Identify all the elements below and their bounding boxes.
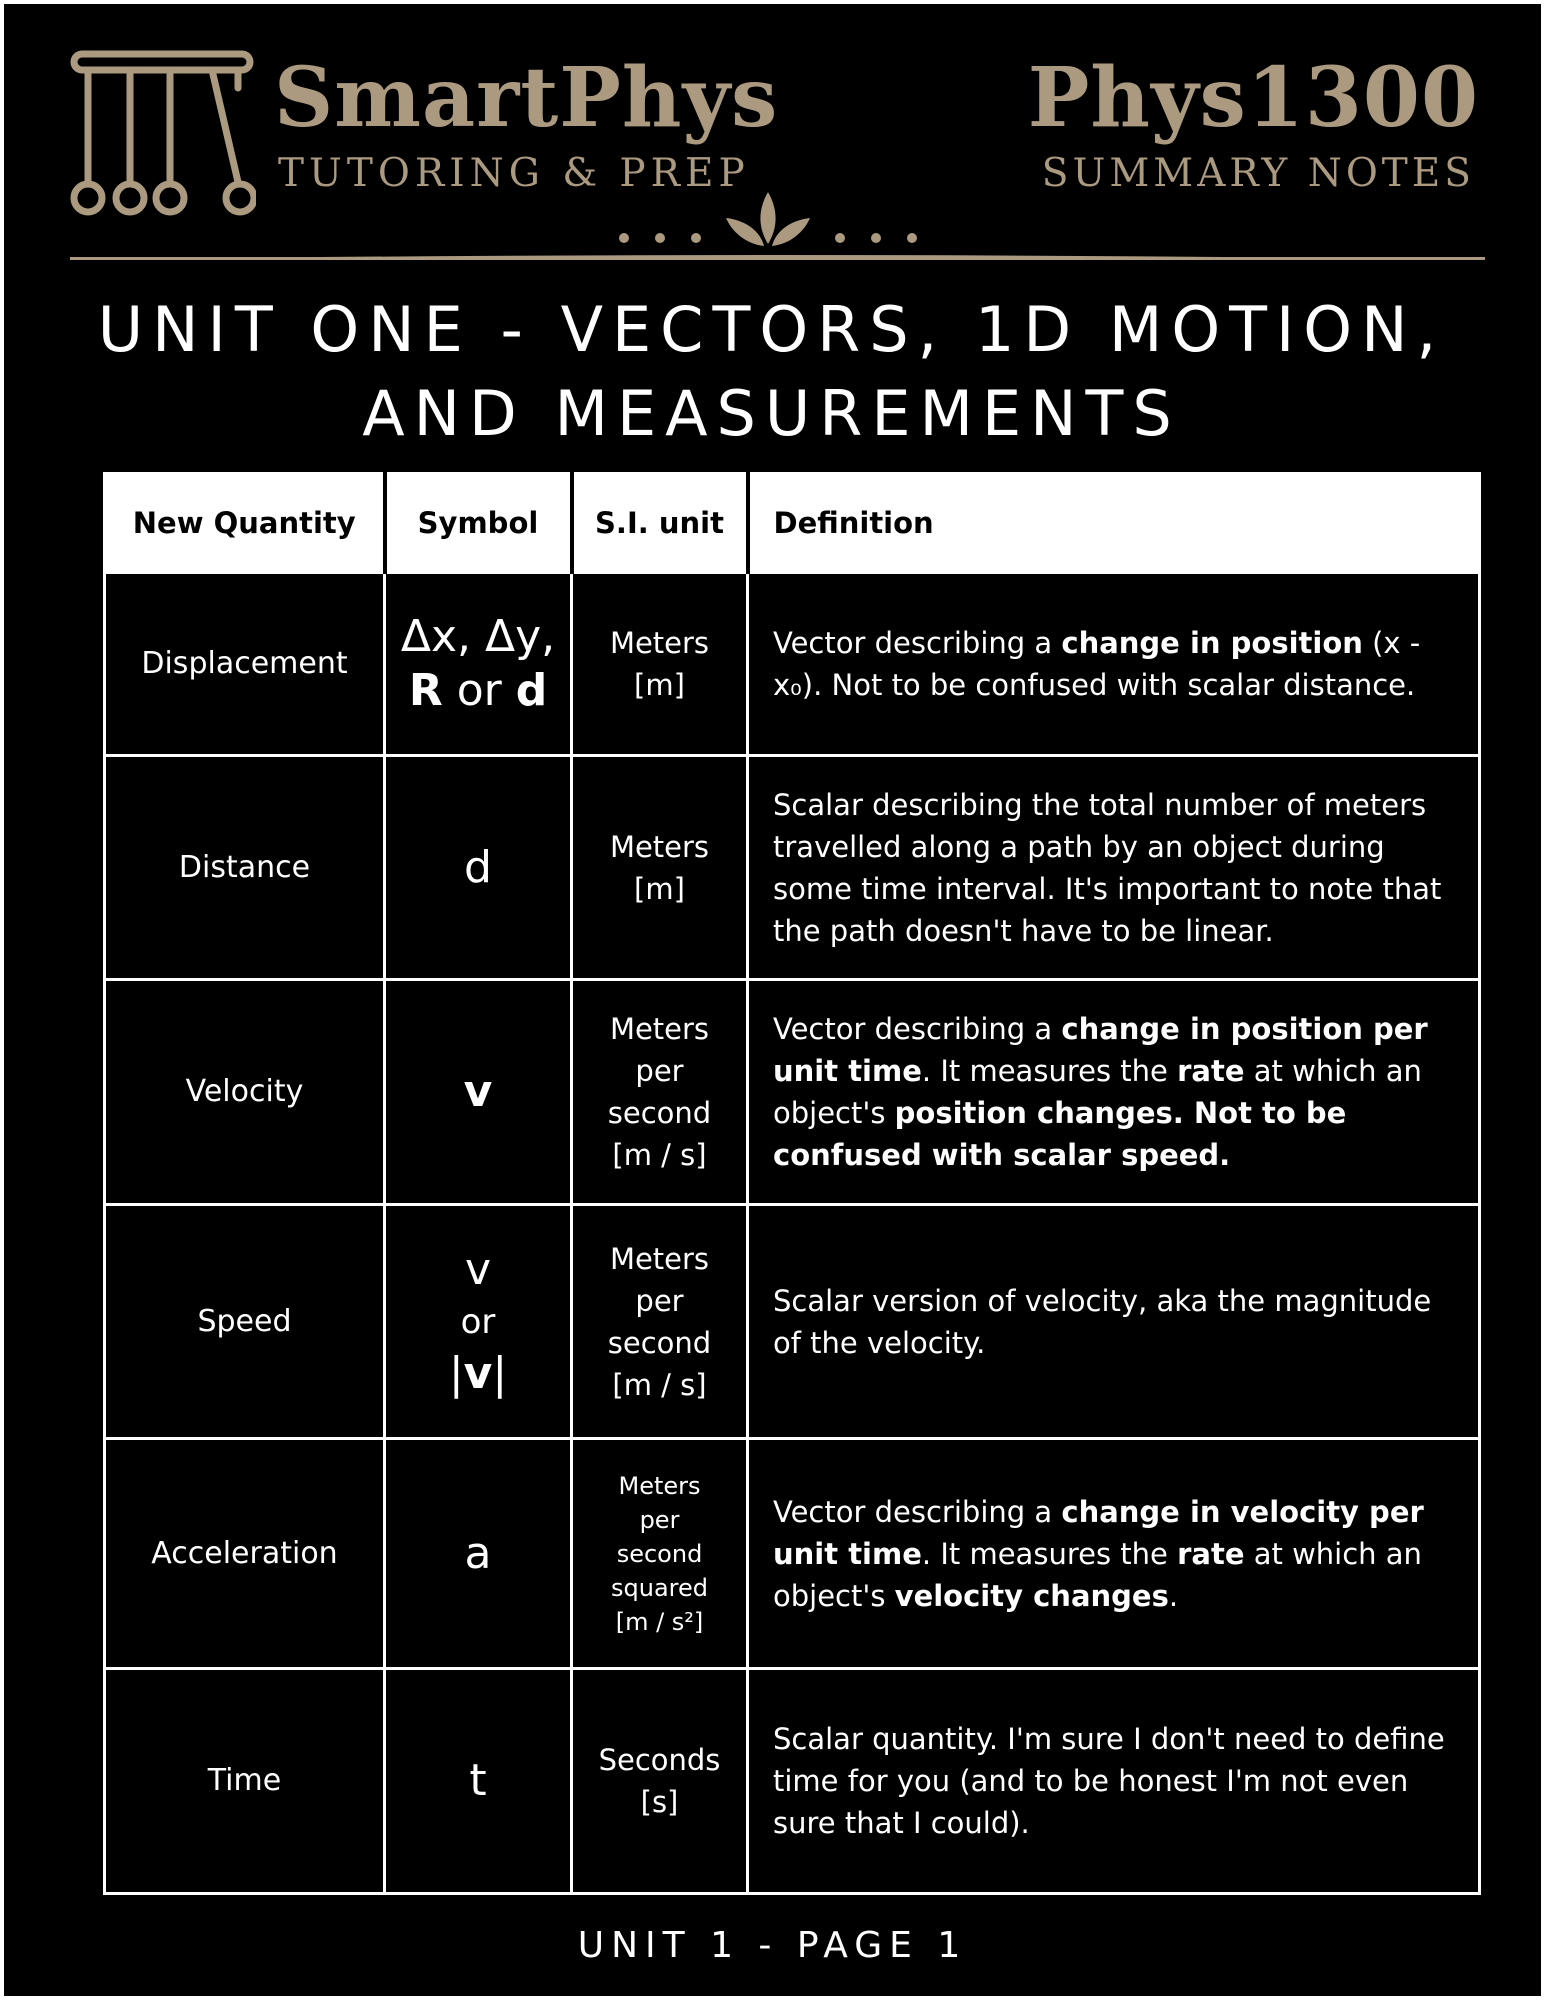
definition-text: at which an object's	[773, 1536, 1422, 1613]
definition-text: change in position per unit time	[773, 1012, 1428, 1088]
definition-text: velocity changes	[894, 1578, 1169, 1613]
definition-text: (x - x₀). Not to be confused with scalar distance.	[773, 626, 1421, 702]
unit-text: Meters	[609, 829, 710, 864]
unit-text: [m]	[634, 668, 685, 702]
unit-text: [s]	[640, 1785, 679, 1819]
definition-text: rate	[1177, 1054, 1245, 1088]
table-row	[105, 980, 1480, 1205]
unit-text: per	[635, 1283, 684, 1318]
unit-cell	[572, 1205, 748, 1439]
definition-text: at which an object's	[773, 1054, 1422, 1130]
definition-cell	[748, 1439, 1480, 1669]
unit-text: second	[607, 1096, 712, 1130]
table-header-row	[105, 474, 1480, 573]
symbol-cell: d	[385, 756, 572, 980]
unit-text: Seconds	[598, 1743, 721, 1777]
leaf-ornament-icon	[70, 188, 1485, 268]
quantity-cell: Acceleration	[105, 1439, 385, 1669]
summary-page	[4, 4, 1541, 1996]
symbol-cell	[385, 573, 572, 756]
symbol-text: Δx, Δy,	[400, 611, 556, 662]
header-new-quantity: New Quantity	[105, 474, 385, 573]
definition-text: Scalar describing the total number of meters travelled along a path by an object during some time interval. It's important to note that the path doesn't have to be linear.	[773, 787, 1442, 948]
unit-text: [m]	[634, 871, 685, 906]
header-symbol: Symbol	[385, 474, 572, 573]
quantity-cell: Velocity	[105, 980, 385, 1205]
definition-text: Vector describing a	[773, 1494, 1062, 1529]
definition-text: Scalar quantity. I'm sure I don't need to define time for you (and to be honest I'm not even sure that I could).	[773, 1722, 1445, 1840]
unit-text: Meters	[609, 1012, 710, 1046]
unit-cell	[572, 573, 748, 756]
unit-text: [m / s]	[612, 1138, 707, 1172]
quantity-cell: Speed	[105, 1205, 385, 1439]
symbol-text: or	[442, 665, 516, 716]
table-row	[105, 1439, 1480, 1669]
symbol-text: R	[408, 665, 443, 716]
quantity-cell: Displacement	[105, 573, 385, 756]
unit-text: per	[635, 1054, 684, 1088]
definition-text: Vector describing a	[773, 626, 1062, 660]
unit-cell	[572, 1669, 748, 1894]
page-footer: UNIT 1 - PAGE 1	[577, 1925, 968, 1966]
definition-text: Vector describing a	[773, 1012, 1062, 1046]
symbol-text: v	[463, 1347, 493, 1399]
unit-text: Meters	[609, 626, 710, 660]
unit-title: UNIT ONE - VECTORS, 1D MOTION, AND MEASUREMENTS	[97, 293, 1446, 450]
course-subtitle: SUMMARY NOTES	[1041, 151, 1475, 196]
unit-text: second	[607, 1325, 712, 1360]
quantities-table	[103, 472, 1478, 1895]
definition-text: change in velocity per unit time	[773, 1494, 1424, 1571]
header-definition: Definition	[748, 474, 1480, 573]
definition-cell	[748, 1669, 1480, 1894]
symbol-text: |	[492, 1347, 508, 1399]
unit-text: Meters	[618, 1471, 701, 1500]
table-row	[105, 756, 1480, 980]
definition-text: rate	[1177, 1536, 1245, 1571]
definition-text: .	[1168, 1578, 1179, 1613]
table-row	[105, 1669, 1480, 1894]
unit-cell	[572, 1439, 748, 1669]
definition-text: change in position	[1061, 626, 1363, 660]
definition-cell	[748, 756, 1480, 980]
symbol-cell: v	[385, 980, 572, 1205]
unit-text: [m / s]	[612, 1367, 707, 1402]
symbol-cell: t	[385, 1669, 572, 1894]
unit-text: per	[639, 1505, 680, 1534]
definition-text: . It measures the	[921, 1054, 1178, 1088]
symbol-text: d	[515, 665, 548, 716]
definition-cell	[748, 573, 1480, 756]
brand-tagline: TUTORING & PREP	[278, 151, 750, 196]
definition-cell	[748, 980, 1480, 1205]
symbol-text: |	[448, 1347, 464, 1399]
unit-cell	[572, 980, 748, 1205]
brand-name: SmartPhys	[274, 50, 779, 146]
symbol-text: v	[464, 1243, 492, 1295]
course-code: Phys1300	[1027, 50, 1479, 146]
symbol-cell	[385, 1205, 572, 1439]
definition-text: Scalar version of velocity, aka the magnitude of the velocity.	[773, 1283, 1432, 1360]
table-row	[105, 1205, 1480, 1439]
symbol-cell: a	[385, 1439, 572, 1669]
definition-text: position changes. Not to be confused with scalar speed.	[773, 1096, 1347, 1172]
quantity-cell: Time	[105, 1669, 385, 1894]
header-si-unit: S.I. unit	[572, 474, 748, 573]
table-row	[105, 573, 1480, 756]
symbol-text: or	[460, 1301, 496, 1342]
unit-text: [m / s²]	[615, 1607, 704, 1636]
definition-cell	[748, 1205, 1480, 1439]
definition-text: . It measures the	[921, 1536, 1178, 1571]
quantity-cell: Distance	[105, 756, 385, 980]
unit-cell	[572, 756, 748, 980]
unit-text: second	[616, 1539, 703, 1568]
unit-text: Meters	[609, 1241, 710, 1276]
unit-text: squared	[611, 1573, 708, 1602]
